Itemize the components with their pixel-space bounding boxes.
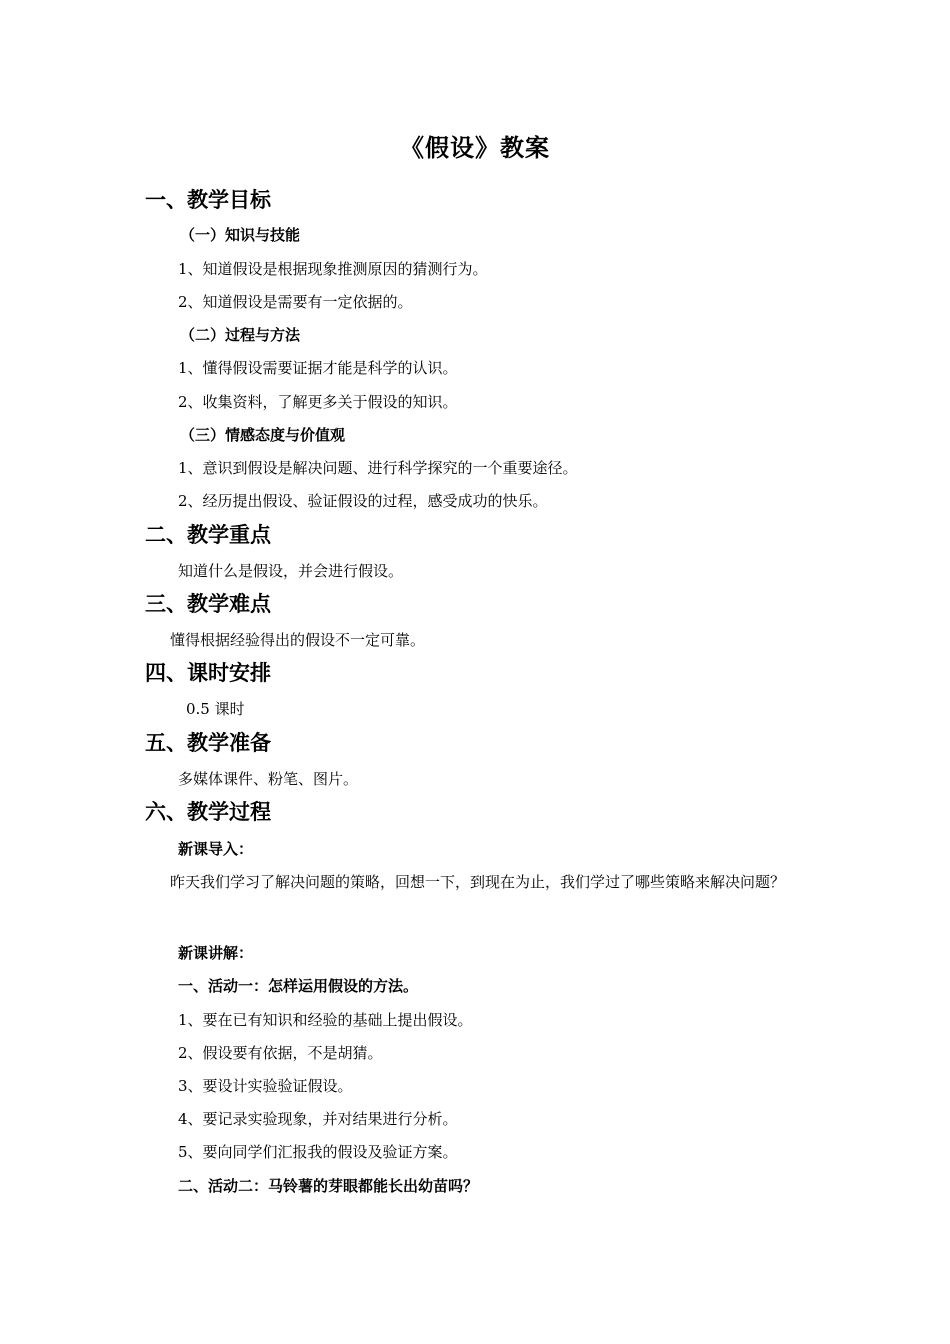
subheading-attitude-values: （三）情感态度与价值观 <box>180 426 346 444</box>
subheading-knowledge-skills: （一）知识与技能 <box>180 226 301 244</box>
section-text: 多媒体课件、粉笔、图片。 <box>178 770 359 788</box>
list-item: 2、收集资料，了解更多关于假设的知识。 <box>178 393 458 411</box>
activity-heading: 二、活动二：马铃薯的芽眼都能长出幼苗吗？ <box>178 1177 479 1195</box>
list-item: 1、知道假设是根据现象推测原因的猜测行为。 <box>178 260 488 278</box>
list-item: 2、知道假设是需要有一定依据的。 <box>178 293 413 311</box>
list-item: 4、要记录实验现象，并对结果进行分析。 <box>178 1110 458 1128</box>
section-heading-objectives: 一、教学目标 <box>145 188 271 212</box>
section-heading-key-points: 二、教学重点 <box>145 523 271 547</box>
section-text: 0.5 课时 <box>186 700 245 718</box>
document-title: 《假设》教案 <box>400 134 550 162</box>
section-heading-preparation: 五、教学准备 <box>145 731 271 755</box>
list-item: 5、要向同学们汇报我的假设及验证方案。 <box>178 1143 458 1161</box>
section-text: 知道什么是假设，并会进行假设。 <box>178 562 404 580</box>
section-heading-schedule: 四、课时安排 <box>145 661 271 685</box>
activity-heading: 一、活动一：怎样运用假设的方法。 <box>178 977 419 995</box>
section-heading-difficulties: 三、教学难点 <box>145 592 271 616</box>
list-item: 3、要设计实验验证假设。 <box>178 1077 353 1095</box>
list-item: 2、经历提出假设、验证假设的过程，感受成功的快乐。 <box>178 492 548 510</box>
section-heading-process: 六、教学过程 <box>145 800 271 824</box>
list-item: 2、假设要有依据，不是胡猜。 <box>178 1044 383 1062</box>
intro-paragraph: 昨天我们学习了解决问题的策略，回想一下，到现在为止，我们学过了哪些策略来解决问题？ <box>170 873 786 891</box>
list-item: 1、意识到假设是解决问题、进行科学探究的一个重要途径。 <box>178 459 578 477</box>
subheading-process-method: （二）过程与方法 <box>180 326 301 344</box>
section-text: 懂得根据经验得出的假设不一定可靠。 <box>170 631 426 649</box>
subheading-intro: 新课导入： <box>178 840 254 858</box>
subheading-lecture: 新课讲解： <box>178 944 254 962</box>
list-item: 1、要在已有知识和经验的基础上提出假设。 <box>178 1011 473 1029</box>
list-item: 1、懂得假设需要证据才能是科学的认识。 <box>178 359 458 377</box>
